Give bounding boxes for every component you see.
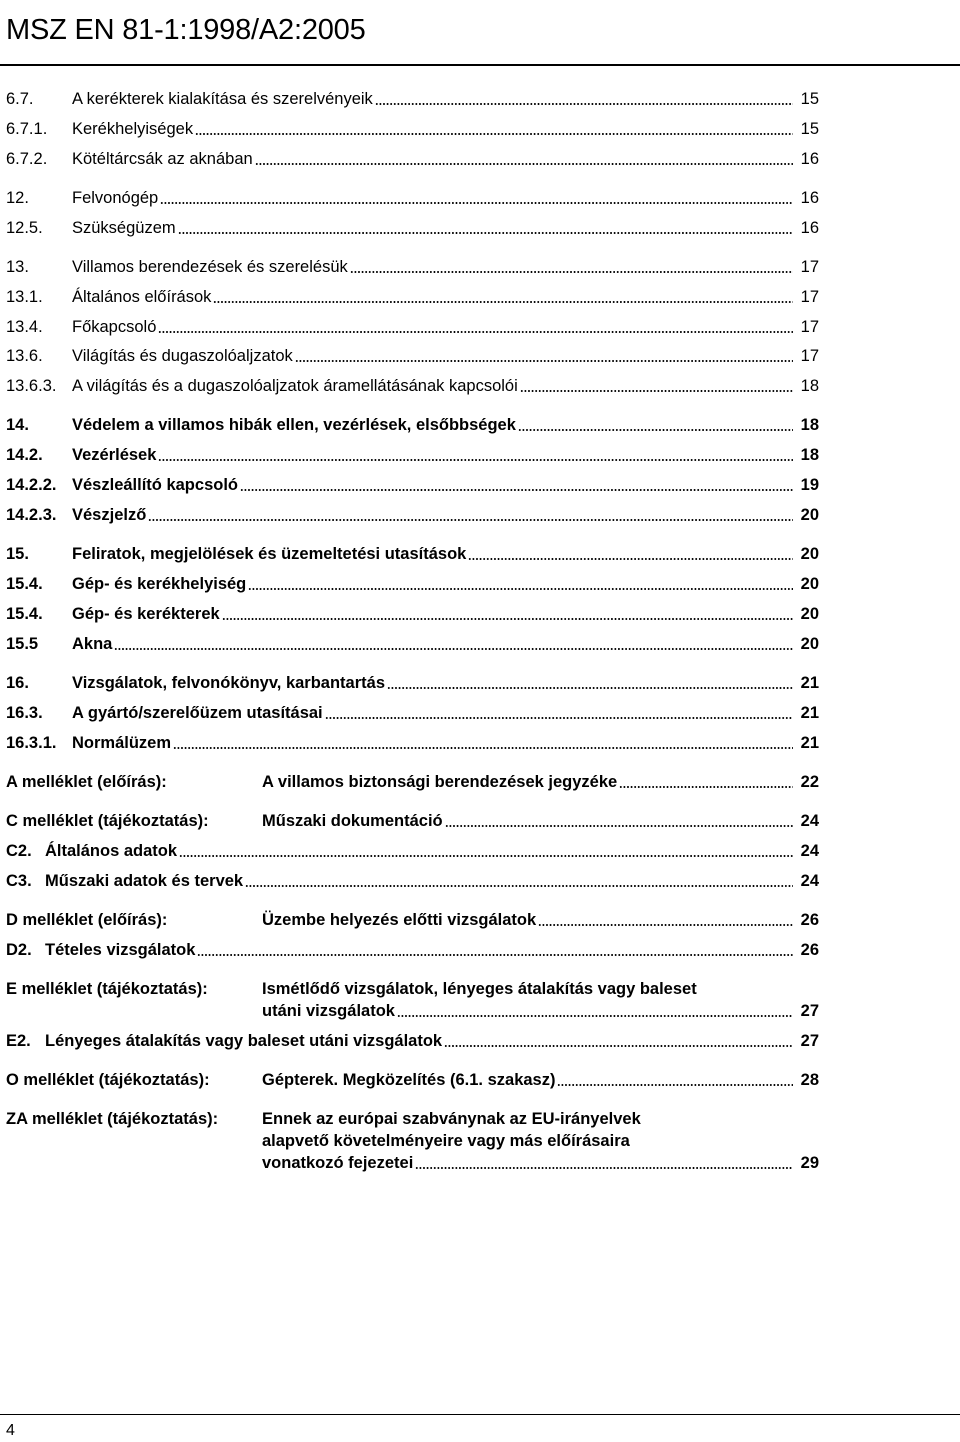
toc-entry-title: alapvető követelményeire vagy más előírásaira (262, 1132, 630, 1150)
toc-entry-page: 27 (800, 1032, 819, 1050)
toc-entry-title: Üzembe helyezés előtti vizsgálatok (262, 911, 537, 929)
toc-entry-title: Gépterek. Megközelítés (6.1. szakasz) (262, 1071, 556, 1089)
toc-entry-title: Felvonógép (72, 189, 159, 207)
toc-dot-leader (114, 648, 793, 650)
toc-entry-title: Ennek az európai szabványnak az EU-irányelvek (262, 1110, 641, 1128)
toc-entry (0, 316, 960, 338)
toc-entry-page: 16 (800, 189, 819, 207)
toc-entry-title: Gép- és kerékterek (72, 605, 220, 623)
toc-entry-number: 13.1. (6, 288, 43, 306)
toc-entry-number: 15. (6, 545, 29, 563)
toc-entry (0, 810, 960, 832)
toc-entry-title: Főkapcsoló (72, 318, 157, 336)
toc-dot-leader (520, 390, 793, 392)
toc-entry-page: 29 (800, 1154, 819, 1172)
toc-entry-page: 27 (800, 1002, 819, 1020)
toc-entry-page: 24 (800, 842, 819, 860)
toc-entry-title: Feliratok, megjelölések és üzemeltetési utasítások (72, 545, 467, 563)
toc-entry (0, 1130, 960, 1152)
toc-entry-page: 26 (800, 911, 819, 929)
toc-dot-leader (148, 519, 793, 521)
toc-entry-number: 12.5. (6, 219, 43, 237)
toc-entry-title: Vizsgálatok, felvonókönyv, karbantartás (72, 674, 386, 692)
toc-dot-leader (375, 103, 793, 105)
toc-entry-page: 20 (800, 506, 819, 524)
toc-entry (0, 504, 960, 526)
toc-entry-page: 22 (800, 773, 819, 791)
toc-entry (0, 1069, 960, 1091)
toc-entry-number: A melléklet (előírás): (6, 773, 167, 791)
toc-dot-leader (158, 331, 793, 333)
toc-entry (0, 88, 960, 110)
toc-entry-page: 24 (800, 812, 819, 830)
toc-dot-leader (538, 924, 793, 926)
toc-entry (0, 840, 960, 862)
toc-entry-page: 26 (800, 941, 819, 959)
toc-entry-number: 14.2.3. (6, 506, 57, 524)
toc-entry-title: A gyártó/szerelőüzem utasításai (72, 704, 323, 722)
toc-entry-title: Általános adatok (45, 842, 178, 860)
toc-entry-page: 21 (800, 704, 819, 722)
toc-entry (0, 217, 960, 239)
toc-entry (0, 414, 960, 436)
toc-entry-title: A világítás és a dugaszolóaljzatok áramellátásának kapcsolói (72, 377, 518, 395)
toc-entry-number: 16.3. (6, 704, 43, 722)
toc-entry (0, 375, 960, 397)
toc-entry (0, 1152, 960, 1174)
toc-entry-number: 6.7.2. (6, 150, 48, 168)
toc-entry (0, 148, 960, 170)
toc-entry (0, 870, 960, 892)
toc-entry-title: Akna (72, 635, 113, 653)
toc-entry (0, 256, 960, 278)
toc-entry-page: 20 (800, 575, 819, 593)
page-number: 4 (6, 1422, 15, 1439)
toc-entry (0, 603, 960, 625)
toc-entry-number: 15.5 (6, 635, 39, 653)
toc-entry (0, 1030, 960, 1052)
toc-dot-leader (255, 163, 793, 165)
toc-entry-page: 20 (800, 605, 819, 623)
toc-entry (0, 1108, 960, 1130)
toc-entry-number: 15.4. (6, 605, 43, 623)
toc-entry-title: Védelem a villamos hibák ellen, vezérlések, elsőbbségek (72, 416, 516, 434)
toc-entry-page: 16 (800, 219, 819, 237)
toc-entry-number: C melléklet (tájékoztatás): (6, 812, 209, 830)
toc-entry-title: Kötéltárcsák az aknában (72, 150, 253, 168)
toc-entry-title: Gép- és kerékhelyiség (72, 575, 247, 593)
toc-entry-title: Vezérlések (72, 446, 157, 464)
toc-entry-page: 20 (800, 545, 819, 563)
toc-entry-number: 13.4. (6, 318, 43, 336)
toc-entry (0, 1000, 960, 1022)
toc-dot-leader (195, 133, 793, 135)
toc-entry-title: utáni vizsgálatok (262, 1002, 395, 1020)
toc-entry (0, 939, 960, 961)
toc-entry (0, 345, 960, 367)
toc-entry-number: 14.2.2. (6, 476, 57, 494)
toc-entry-page: 15 (800, 120, 819, 138)
toc-entry (0, 732, 960, 754)
toc-entry-number: 13. (6, 258, 29, 276)
toc-dot-leader (397, 1015, 793, 1017)
toc-entry-page: 17 (800, 347, 819, 365)
toc-dot-leader (248, 588, 793, 590)
toc-entry-page: 17 (800, 288, 819, 306)
toc-entry-page: 15 (800, 90, 819, 108)
toc-entry (0, 118, 960, 140)
toc-entry-title: Műszaki dokumentáció (262, 812, 443, 830)
document-header (0, 0, 960, 64)
toc-entry (0, 444, 960, 466)
toc-entry (0, 978, 960, 1000)
toc-entry-number: 13.6. (6, 347, 43, 365)
toc-entry-number: E2. (6, 1032, 31, 1050)
toc-entry-number: C3. (6, 872, 32, 890)
toc-entry (0, 474, 960, 496)
toc-entry-page: 17 (800, 318, 819, 336)
toc-entry-title: A kerékterek kialakítása és szerelvényeik (72, 90, 373, 108)
toc-entry-title: Műszaki adatok és tervek (45, 872, 244, 890)
toc-dot-leader (445, 825, 793, 827)
toc-entry-number: D2. (6, 941, 32, 959)
toc-dot-leader (387, 687, 793, 689)
toc-entry-page: 18 (800, 377, 819, 395)
toc-dot-leader (245, 885, 793, 887)
toc-dot-leader (557, 1084, 793, 1086)
toc-entry-title: Normálüzem (72, 734, 172, 752)
toc-dot-leader (158, 459, 793, 461)
footer-divider (0, 1414, 960, 1415)
toc-entry-page: 24 (800, 872, 819, 890)
toc-entry (0, 771, 960, 793)
toc-entry (0, 672, 960, 694)
toc-entry-title: vonatkozó fejezetei (262, 1154, 414, 1172)
toc-dot-leader (350, 271, 793, 273)
toc-dot-leader (179, 855, 793, 857)
toc-dot-leader (178, 232, 793, 234)
toc-entry (0, 702, 960, 724)
toc-dot-leader (222, 618, 793, 620)
toc-entry (0, 187, 960, 209)
toc-dot-leader (415, 1167, 793, 1169)
toc-entry-page: 21 (800, 734, 819, 752)
toc-entry-number: 6.7.1. (6, 120, 48, 138)
toc-entry-page: 19 (800, 476, 819, 494)
toc-entry-title: Ismétlődő vizsgálatok, lényeges átalakítás vagy baleset (262, 980, 697, 998)
toc-entry-title: Világítás és dugaszolóaljzatok (72, 347, 293, 365)
toc-entry-number: 12. (6, 189, 29, 207)
toc-entry-title: A villamos biztonsági berendezések jegyzéke (262, 773, 618, 791)
toc-dot-leader (518, 429, 793, 431)
toc-dot-leader (325, 717, 793, 719)
toc-entry-number: 14. (6, 416, 29, 434)
toc-entry-title: Lényeges átalakítás vagy baleset utáni vizsgálatok (45, 1032, 443, 1050)
toc-dot-leader (295, 360, 793, 362)
toc-entry-page: 20 (800, 635, 819, 653)
toc-entry-number: 16.3.1. (6, 734, 57, 752)
header-divider (0, 64, 960, 66)
toc-dot-leader (444, 1045, 793, 1047)
toc-entry-number: 16. (6, 674, 29, 692)
toc-dot-leader (213, 301, 793, 303)
toc-entry (0, 286, 960, 308)
toc-entry-page: 17 (800, 258, 819, 276)
toc-entry-title: Általános előírások (72, 288, 212, 306)
toc-entry-page: 21 (800, 674, 819, 692)
toc-dot-leader (619, 786, 793, 788)
toc-dot-leader (173, 747, 793, 749)
toc-entry-title: Kerékhelyiségek (72, 120, 194, 138)
toc-dot-leader (468, 558, 793, 560)
toc-entry-title: Vészjelző (72, 506, 147, 524)
toc-entry (0, 573, 960, 595)
toc-entry-title: Vészleállító kapcsoló (72, 476, 238, 494)
toc-dot-leader (160, 202, 793, 204)
toc-entry-number: 6.7. (6, 90, 34, 108)
toc-entry-number: E melléklet (tájékoztatás): (6, 980, 208, 998)
toc-entry-number: 15.4. (6, 575, 43, 593)
toc-entry-number: O melléklet (tájékoztatás): (6, 1071, 210, 1089)
toc-entry-page: 18 (800, 416, 819, 434)
toc-entry-number: 14.2. (6, 446, 43, 464)
toc-entry-page: 28 (800, 1071, 819, 1089)
toc-entry (0, 909, 960, 931)
toc-dot-leader (240, 489, 793, 491)
toc-entry-title: Szükségüzem (72, 219, 176, 237)
toc-entry-title: Villamos berendezések és szerelésük (72, 258, 348, 276)
toc-dot-leader (197, 954, 793, 956)
toc-entry-number: D melléklet (előírás): (6, 911, 168, 929)
toc-entry-number: 13.6.3. (6, 377, 57, 395)
toc-entry-number: C2. (6, 842, 32, 860)
toc-entry-title: Tételes vizsgálatok (45, 941, 196, 959)
toc-entry-number: ZA melléklet (tájékoztatás): (6, 1110, 219, 1128)
toc-entry-page: 16 (800, 150, 819, 168)
toc-entry (0, 543, 960, 565)
standard-title: MSZ EN 81-1:1998/A2:2005 (6, 14, 366, 46)
toc-entry (0, 633, 960, 655)
toc-entry-page: 18 (800, 446, 819, 464)
